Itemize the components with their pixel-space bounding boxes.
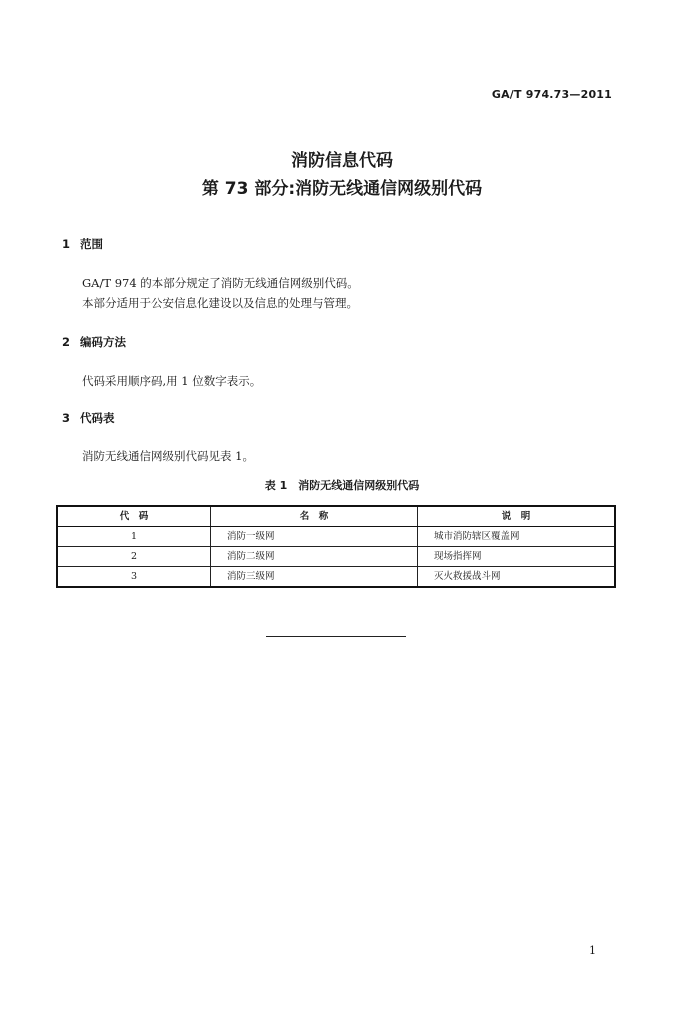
- cell-name: 消防三级网: [211, 567, 418, 588]
- paragraph: GA/T 974 的本部分规定了消防无线通信网级别代码。: [82, 276, 359, 290]
- cell-description: 城市消防辖区覆盖网: [418, 527, 616, 547]
- section-number: 3: [62, 411, 71, 425]
- paragraph: 消防无线通信网级别代码见表 1。: [82, 449, 254, 463]
- page-number: 1: [589, 944, 596, 957]
- cell-description: 灭火救援战斗网: [418, 567, 616, 588]
- cell-name: 消防二级网: [211, 547, 418, 567]
- cell-name: 消防一级网: [211, 527, 418, 547]
- column-header-description: 说 明: [418, 506, 616, 527]
- paragraph: 代码采用顺序码,用 1 位数字表示。: [82, 374, 262, 388]
- code-table: [56, 505, 616, 588]
- standard-code: GA/T 974.73—2011: [491, 88, 612, 101]
- cell-code: 2: [57, 547, 211, 567]
- table-row: [57, 567, 615, 588]
- section-heading-coding-method: [62, 334, 126, 350]
- section-title: 范围: [80, 237, 103, 251]
- table-row: [57, 547, 615, 567]
- document-subtitle: 第 73 部分:消防无线通信网级别代码: [201, 179, 483, 199]
- end-of-document-rule: [266, 636, 406, 637]
- table-row: [57, 527, 615, 547]
- paragraph: 本部分适用于公安信息化建设以及信息的处理与管理。: [82, 296, 358, 310]
- section-number: 2: [62, 335, 71, 349]
- document-title: 消防信息代码: [291, 151, 393, 171]
- cell-code: 3: [57, 567, 211, 588]
- section-heading-code-table: [62, 410, 115, 426]
- table-header-row: [57, 506, 615, 527]
- section-heading-scope: [62, 236, 103, 252]
- section-title: 代码表: [80, 411, 115, 425]
- section-number: 1: [62, 237, 71, 251]
- column-header-code: 代 码: [57, 506, 211, 527]
- cell-description: 现场指挥网: [418, 547, 616, 567]
- column-header-name: 名 称: [211, 506, 418, 527]
- cell-code: 1: [57, 527, 211, 547]
- table-caption: 表 1 消防无线通信网级别代码: [264, 479, 420, 492]
- section-title: 编码方法: [80, 335, 126, 349]
